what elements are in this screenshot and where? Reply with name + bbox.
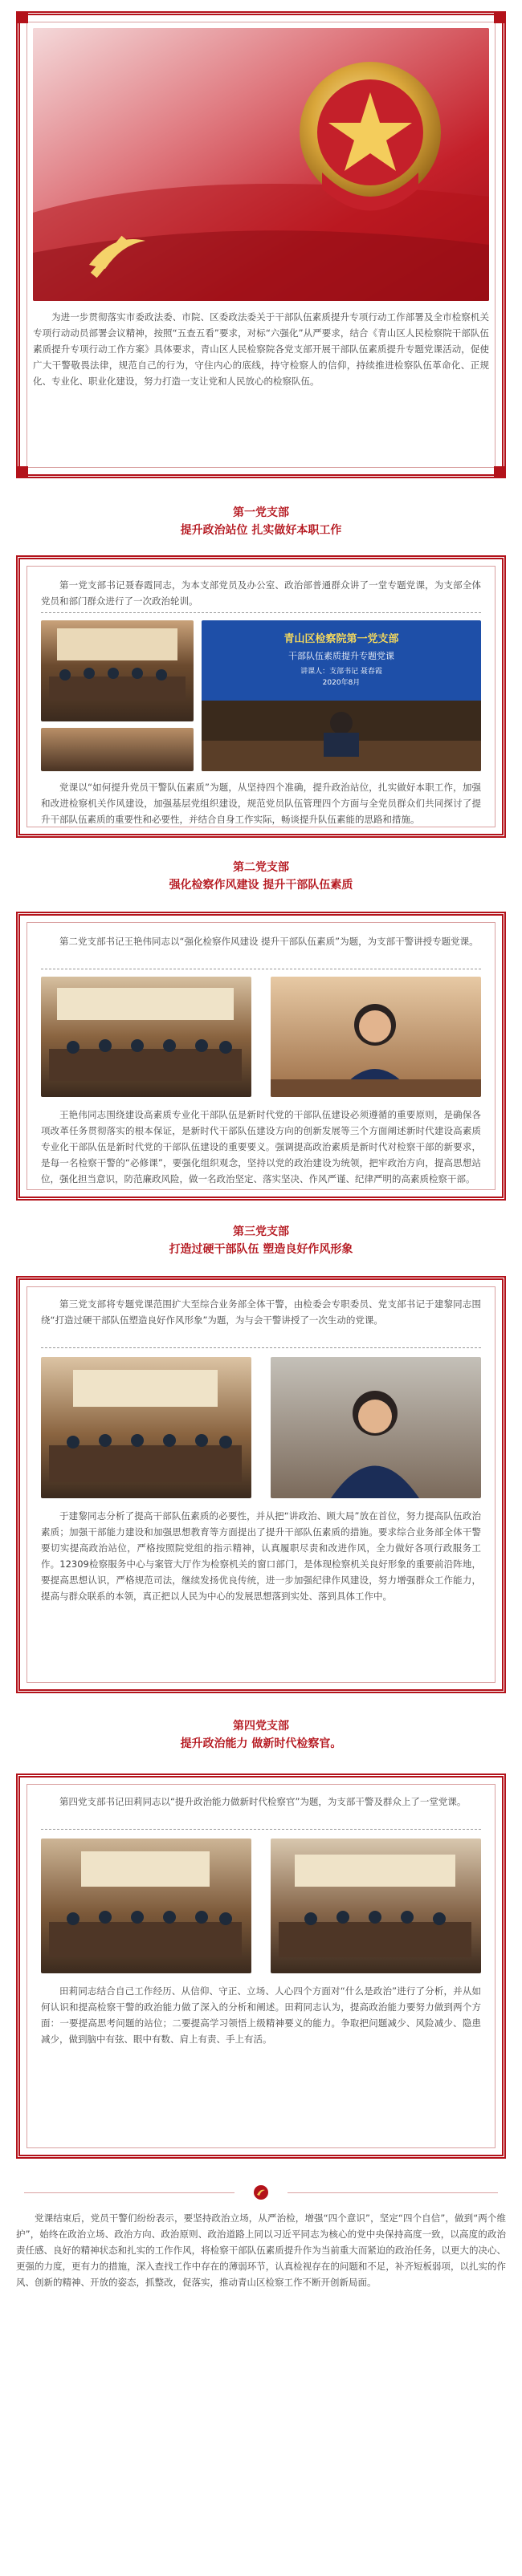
- section-4-lead: 第四党支部书记田莉同志以“提升政治能力做新时代检察官”为题，为支部干警及群众上了一堂党课。: [59, 1796, 467, 1807]
- closing-paragraph: 党课结束后，党员干警们纷纷表示，要坚持政治立场，从严治检，增强“四个意识”，坚定“四个自信”，做到“两个维护”，始终在政治立场、政治方向、政治原则、政治道路上同以习近平同志为核心的党中央保持高度一致，以高度的政治责任感、良好的精神状态和扎实的工作作风，将检察干部队伍素质提升作为当前重大而紧迫的政治任务，以更大的决心、更强的力度，更有力的措施，深入查找工作中存在的薄弱环节，认真检视存在的问题和不足，补齐短板弱项，以扎实的作风、创新的精神、开放的姿态，抓整改，促落实，推动青山区检察工作不断开创新局面。: [16, 2212, 506, 2288]
- section-1-frame: [16, 555, 506, 838]
- frame-corner: [494, 12, 505, 23]
- section-1-subtitle: 提升政治站位 扎实做好本职工作: [180, 524, 342, 537]
- party-emblem-icon: [253, 2184, 269, 2200]
- closing-divider: [24, 2184, 498, 2200]
- section-3-title: 第三党支部: [233, 1225, 289, 1238]
- frame-corner: [17, 12, 28, 23]
- section-4-title: 第四党支部: [233, 1720, 289, 1733]
- divider: [41, 1347, 481, 1348]
- intro-frame: [16, 11, 506, 478]
- lecture-banner-photo: [202, 620, 481, 771]
- section-3-lead: 第三党支部将专题党课范围扩大至综合业务部全体干警，由检委会专职委员、党支部书记于建黎同志围绕“打造过硬干部队伍塑造良好作风形象”为题，为与会干警讲授了一次生动的党课。: [41, 1298, 481, 1326]
- speaker-photo: [271, 1357, 481, 1498]
- flag-illustration: [33, 28, 489, 301]
- meeting-photo: [41, 977, 251, 1097]
- meeting-photo: [41, 1839, 251, 1973]
- speaker-photo: [271, 977, 481, 1097]
- intro-paragraph: 为进一步贯彻落实市委政法委、市院、区委政法委关于干部队伍素质提升专项行动工作部署及全市检察机关专项行动动员部署会议精神，按照“五查五看”要求，对标“六强化”从严要求，结合《青山区人民检察院干部队伍素质提升专项行动工作方案》具体要求，青山区人民检察院各党支部开展干部队伍素质提升专题党课活动，促使广大干警敬畏法律，规范自己的行为，守住内心的底线，持守检察人的信仰，持续推进检察队伍革命化、正规化、专业化、职业化建设，努力打造一支让党和人民放心的检察队伍。: [33, 311, 489, 387]
- section-2-lead: 第二党支部书记王艳伟同志以“强化检察作风建设 提升干部队伍素质”为题，为支部干警讲授专题党课。: [59, 936, 479, 947]
- divider: [41, 612, 481, 613]
- frame-corner: [494, 466, 505, 477]
- section-2-title: 第二党支部: [233, 861, 289, 874]
- banner-subtitle: 干部队伍素质提升专题党课: [288, 651, 394, 661]
- section-1-title: 第一党支部: [233, 506, 289, 519]
- section-3-frame: [16, 1276, 506, 1693]
- section-1-body: 党课以“如何提升党员干警队伍素质”为题，从坚持四个准确，提升政治站位，扎实做好本职工作，加强和改进检察机关作风建设，加强基层党组织建设，规范党员队伍管理四个方面与全党员群众们共同探讨了提升干部队伍素质的重要性和必要性，并结合自身工作实际，畅谈提升队伍素能的思路和措施。: [41, 782, 481, 825]
- section-4-subtitle: 提升政治能力 做新时代检察官。: [180, 1737, 342, 1750]
- section-1-lead: 第一党支部书记聂春霞同志，为本支部党员及办公室、政治部普通群众讲了一堂专题党课，为支部全体党员和部门群众进行了一次政治轮训。: [41, 579, 481, 607]
- section-2-subtitle: 强化检察作风建设 提升干部队伍素质: [169, 879, 353, 892]
- banner-date: 2020年8月: [322, 679, 361, 687]
- banner-speaker: 讲课人：支部书记 聂春霞: [300, 668, 382, 676]
- divider: [41, 1829, 481, 1830]
- meeting-photo: [41, 728, 194, 771]
- meeting-photo: [41, 1357, 251, 1498]
- section-3-subtitle: 打造过硬干部队伍 塑造良好作风形象: [169, 1243, 353, 1256]
- section-4-frame: [16, 1774, 506, 2159]
- frame-corner: [17, 466, 28, 477]
- meeting-photo: [271, 1839, 481, 1973]
- section-3-body: 于建黎同志分析了提高干部队伍素质的必要性，并从把“讲政治、顾大局”放在首位，努力提高队伍政治素质；加强干部能力建设和加强思想教育等方面提出了提升干部队伍素质的措施。要求综合业务部全体干警要切实提高政治站位，严格按照院党组的指示精神，认真履职尽责和改进作风，全力做好各项行政服务工作。12309检察服务中心与案管大厅作为检察机关的窗口部门，是体现检察机关良好形象的重要前沿阵地，要提高思想认识，严格规范司法，继续发扬优良传统，进一步加强纪律作风建设，努力增强群众工作能力，提高与群众联系的本领，真正把以人民为中心的发展思想落到实处、落到具体工作中。: [41, 1510, 481, 1602]
- party-flag-photo: [33, 28, 489, 301]
- meeting-photo: [41, 620, 194, 721]
- section-4-body: 田莉同志结合自己工作经历、从信仰、守正、立场、人心四个方面对“什么是政治”进行了分析，并从如何认识和提高检察干警的政治能力做了深入的分析和阐述。田莉同志认为，提高政治能力要努力做到两个方面：一要提高思考问题的站位；二要提高学习领悟上级精神要义的能力。争取把问题减少、风险减少、隐患减少，做到脑中有弦、眼中有数、肩上有责、手上有活。: [41, 1985, 481, 2045]
- banner-title: 青山区检察院第一党支部: [283, 633, 399, 645]
- section-2-body: 王艳伟同志围绕建设高素质专业化干部队伍是新时代党的干部队伍建设必须遵循的重要原则，是确保各项改革任务贯彻落实的根本保证，是新时代干部队伍建设方向的创新发展等三个方面阐述新时代建设高素质专业化干部队伍是新时代党的干部队伍建设的重要要义。强调提高政治素质是新时代对检察干部的新要求，是每一名检察干警的“必修课”，要强化组织观念，坚持以党的政治建设为统领，把牢政治方向，提高思想站位，强化担当意识，防范廉政风险，做一名政治坚定、落实坚决、作风严谨、纪律严明的高素质检察干部。: [41, 1109, 481, 1184]
- section-2-frame: [16, 912, 506, 1201]
